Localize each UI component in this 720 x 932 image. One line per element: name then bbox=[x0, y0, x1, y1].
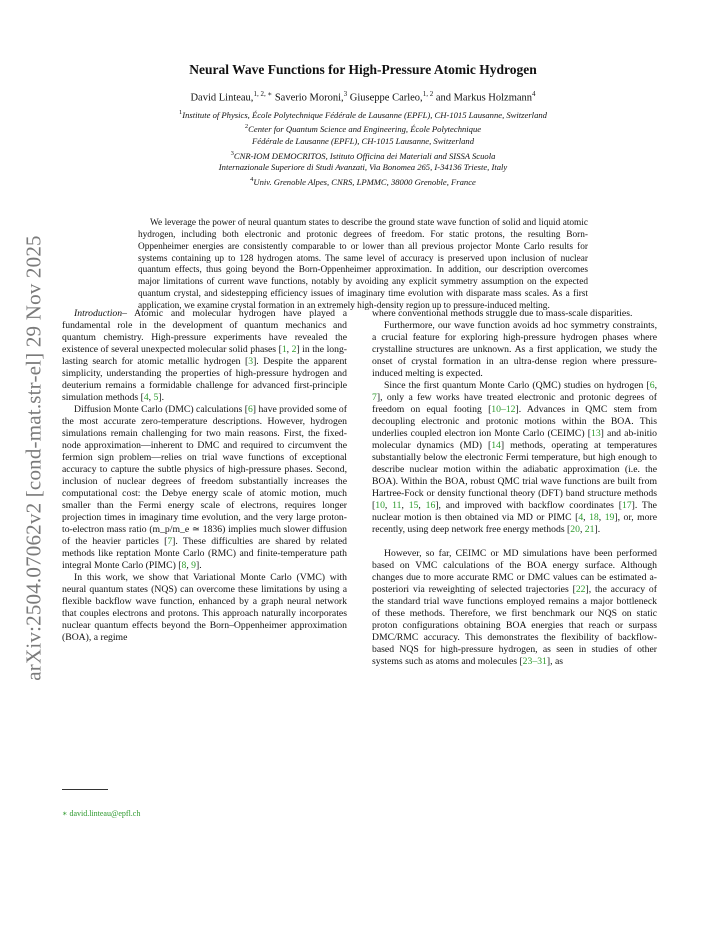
affiliation-text: Institute of Physics, École Polytechnique Fédérale de Lausanne (EPFL), CH-1015 Lausanne, Switzerland bbox=[182, 109, 547, 120]
body-text: ]. bbox=[594, 524, 601, 536]
affiliation-line bbox=[90, 121, 636, 135]
arxiv-identifier bbox=[14, 235, 54, 681]
body-text: ], as bbox=[546, 656, 564, 668]
body-text: ]. These difficulties are shared by related methods like reptation Monte Carlo (RMC) and finite-temperature path integral Monte Carlo (PIMC) [ bbox=[62, 536, 347, 572]
body-text: ]. bbox=[196, 560, 202, 572]
body-text: , bbox=[286, 344, 292, 356]
citation-link[interactable]: 20 bbox=[570, 524, 580, 536]
paragraph-this-work: In this work, we show that Variational Monte Carlo (VMC) with neural quantum states (NQS) can overcome these limitations by using a flexible backflow wave function, enhanced by a graph neural network that couples electrons and protons. This approach naturally incorporates nuclear quantum effects beyond the Born–Oppenheimer approximation (BOA), a regime bbox=[62, 572, 347, 644]
abstract: We leverage the power of neural quantum states to describe the ground state wave function of solid and liquid atomic hydrogen, including both electronic and protonic degrees of freedom. For static protons, the resulting Born-Oppenheimer energies are consistently comparable to or lower than all previous projector Monte Carlo results for systems containing up to 128 hydrogen atoms. The same level of accuracy is preserved upon inclusion of nuclear quantum effects, thus going beyond the Born-Oppenheimer approximation. In addition, our description overcomes major limitations of current wave functions, notably by avoiding any explicit symmetry assumption on the expected quantum crystal, and sidestepping efficiency issues of imaginary time evolution with disparate mass scales. As a first application, we examine crystal formation in an extremely high-density region up to pressure-induced melting. bbox=[138, 218, 588, 311]
body-text: Diffusion Monte Carlo (DMC) calculations [ bbox=[74, 404, 248, 416]
body-text: , bbox=[418, 500, 426, 512]
paragraph-continued: where conventional methods struggle due to mass-scale disparities. bbox=[372, 308, 633, 319]
author-name: and Markus Holzmann bbox=[433, 92, 533, 104]
citation-link[interactable]: 10 bbox=[375, 500, 385, 512]
paragraph-dmc bbox=[62, 404, 347, 572]
citation-link[interactable]: 18 bbox=[589, 512, 599, 524]
affiliation-line bbox=[90, 174, 636, 188]
author-affil-mark: 4 bbox=[532, 90, 536, 98]
citation-link[interactable]: 14 bbox=[491, 440, 501, 452]
paragraph-qmc-history bbox=[372, 380, 657, 536]
author-name: Giuseppe Carleo, bbox=[347, 92, 423, 104]
body-text: , bbox=[401, 500, 409, 512]
footnote bbox=[62, 809, 140, 818]
section-label: Introduction– bbox=[74, 308, 127, 319]
citation-link[interactable]: 6 bbox=[649, 380, 655, 392]
affiliation-mark: 4 bbox=[250, 175, 254, 183]
citation-link[interactable]: 4 bbox=[578, 512, 584, 524]
citation-link[interactable]: 23–31 bbox=[522, 656, 547, 668]
affiliation-mark: 3 bbox=[230, 149, 234, 157]
citation-link[interactable]: 21 bbox=[584, 524, 595, 536]
right-column bbox=[372, 308, 657, 668]
citation-link[interactable]: 13 bbox=[590, 428, 601, 440]
body-text: However, so far, CEIMC or MD simulations have been performed based on VMC calculations of the BOA energy surface. Although changes due to more accurate RMC or DMC values can be estimated a-posteriori via reweighting of selected trajectories [ bbox=[372, 548, 657, 596]
citation-link[interactable]: 5 bbox=[153, 392, 159, 404]
body-text: ] methods, operating at temperatures substantially below the electronic Fermi temperature, but high enough to describe nuclear motion within the adiabatic approximation (i.e. the BOA). Within the BOA, robust QMC trial wave functions are built from Hartree-Fock or density functional theory (DFT) band structure methods [ bbox=[372, 440, 657, 512]
paragraph-symmetry: Furthermore, our wave function avoids ad hoc symmetry constraints, a crucial feature for exploring high-pressure hydrogen phases where crystalline structures are unknown. As a first application, we study the onset of crystal formation in an ultra-dense region where pressure-induced melting is expected. bbox=[372, 320, 657, 380]
author-affil-mark: 3 bbox=[343, 90, 348, 98]
body-text: , bbox=[598, 512, 605, 524]
body-text: Since the first quantum Monte Carlo (QMC) studies on hydrogen [ bbox=[384, 380, 650, 392]
body-text: , bbox=[186, 560, 192, 572]
affiliation-text: Fédérale de Lausanne (EPFL), CH-1015 Lausanne, Switzerland bbox=[252, 135, 474, 146]
affiliation-text: Internazionale Superiore di Studi Avanzati, Via Bonomea 265, I-34136 Trieste, Italy bbox=[218, 161, 508, 172]
affiliation-line bbox=[90, 136, 636, 148]
affiliation-line bbox=[90, 162, 636, 174]
affiliation-text: Center for Quantum Science and Engineering, École Polytechnique bbox=[248, 124, 482, 135]
affiliation-line bbox=[90, 107, 636, 121]
citation-link[interactable]: 16 bbox=[425, 500, 436, 512]
body-text: ], only a few works have treated electronic and protonic degrees of freedom on equal footing [ bbox=[372, 392, 657, 416]
affiliation-line bbox=[90, 148, 636, 162]
affiliation-mark: 1 bbox=[179, 109, 183, 116]
citation-link[interactable]: 8 bbox=[181, 560, 187, 572]
body-text: , bbox=[579, 524, 585, 536]
body-text: ]. bbox=[158, 392, 164, 404]
citation-link[interactable]: 3 bbox=[248, 356, 254, 368]
email-link[interactable]: david.linteau@epfl.ch bbox=[69, 809, 141, 818]
author-affil-mark: 1, 2, ∗ bbox=[253, 90, 273, 98]
body-text: ]. Despite the apparent simplicity, understanding the properties of high-pressure hydrogen and deuterium remains a formidable challenge for advanced first-principle simulation methods [ bbox=[62, 356, 347, 404]
citation-link[interactable]: 19 bbox=[604, 512, 615, 524]
body-text: , bbox=[148, 392, 154, 404]
body-text: ] and ab-initio molecular dynamics (MD) [ bbox=[372, 428, 657, 452]
citation-link[interactable]: 11 bbox=[392, 500, 402, 512]
arxiv-identifier-text: arXiv:2504.07062v2 [cond-mat.str-el] 29 Nov 2025 bbox=[21, 235, 46, 681]
citation-link[interactable]: 7 bbox=[372, 392, 377, 404]
paragraph-benchmark bbox=[372, 548, 657, 668]
citation-link[interactable]: 2 bbox=[291, 344, 297, 356]
citation-link[interactable]: 4 bbox=[143, 392, 149, 404]
body-text: ]. Advances in QMC stem from decoupling electronic and protonic motions within the BOA. This underlies coupled electron ion Monte Carlo (CEIMC) [ bbox=[372, 404, 657, 440]
citation-link[interactable]: 15 bbox=[408, 500, 419, 512]
paragraph-introduction bbox=[62, 308, 347, 404]
citation-link[interactable]: 17 bbox=[621, 500, 632, 512]
author-name: Saverio Moroni, bbox=[272, 92, 344, 104]
body-text: ] in the long-lasting search for atomic metallic hydrogen [ bbox=[62, 344, 348, 368]
body-text: ]. The nuclear motion is then obtained via MD or PIMC [ bbox=[372, 500, 657, 524]
footnote-mark: ∗ bbox=[62, 809, 68, 818]
body-text: , bbox=[654, 380, 657, 392]
citation-link[interactable]: 7 bbox=[167, 536, 173, 548]
body-text: Atomic and molecular hydrogen have played a fundamental role in the development of quantum mechanics and quantum chemistry. High-pressure experiments have revealed the existence of several unexpected molecular solid phases [ bbox=[62, 308, 347, 356]
affiliation-text: Univ. Grenoble Alpes, CNRS, LPMMC, 38000 Grenoble, France bbox=[253, 176, 476, 187]
body-text: ] have provided some of the most accurate zero-temperature descriptions. However, hydrogen simulations remain challenging for two main reasons. First, the fixed-node approximation—inherent to DMC and required to circumvent the fermion sign problem—relies on trial wave functions of exceptional accuracy to capture the subtle physics of high-pressure phases. Second, inclusion of nuclear degrees of freedom substantially increases the computational cost: the Debye energy scale of atomic motion, much smaller than the Fermi energy scale of electrons, requires longer projection times in imaginary time evolution, and the very large proton-to-electron mass ratio (m_p/m_e ≃ 1836) implies much slower diffusion of the heavier particles [ bbox=[62, 404, 347, 548]
citation-link[interactable]: 1 bbox=[281, 344, 287, 356]
citation-link[interactable]: 22 bbox=[575, 584, 586, 596]
citation-link[interactable]: 9 bbox=[191, 560, 196, 572]
author-affil-mark: 1, 2 bbox=[422, 90, 434, 98]
affiliation-mark: 2 bbox=[244, 123, 249, 131]
body-text: ], and improved with backflow coordinates [ bbox=[435, 500, 622, 512]
body-text: ], or, more recently, using deep network free energy methods [ bbox=[372, 512, 658, 536]
paper-title: Neural Wave Functions for High-Pressure Atomic Hydrogen bbox=[189, 62, 537, 77]
author-name: David Linteau, bbox=[190, 92, 254, 104]
author-list bbox=[80, 90, 646, 104]
body-text: ], the accuracy of the standard trial wave functions employed remains a major bottleneck of these methods. Therefore, we first benchmark our NQS on static proton configurations obtaining BOA energies that reach or surpass DMC/RMC accuracy. This demonstrates the flexibility of backflow-based NQS for high-pressure hydrogen, as seen in studies of other systems such as atoms and molecules [ bbox=[372, 584, 657, 668]
affiliations bbox=[90, 107, 636, 188]
body-text: , bbox=[384, 500, 393, 512]
affiliation-text: CNR-IOM DEMOCRITOS, Istituto Officina dei Materiali and SISSA Scuola bbox=[233, 150, 496, 161]
citation-link[interactable]: 10–12 bbox=[491, 404, 516, 416]
body-text: , bbox=[583, 512, 590, 524]
left-column bbox=[62, 308, 347, 644]
footnote-rule bbox=[62, 789, 108, 790]
citation-link[interactable]: 6 bbox=[247, 404, 253, 416]
